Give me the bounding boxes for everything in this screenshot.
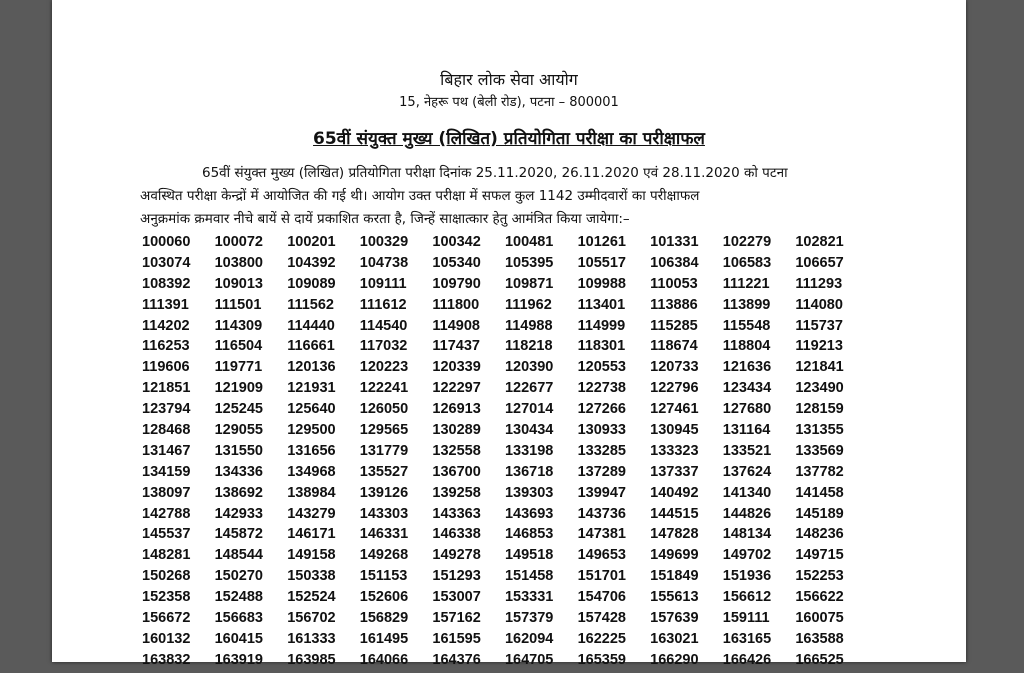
roll-number: 149653: [577, 547, 626, 564]
roll-number: 139303: [504, 484, 554, 501]
roll-number: 128159: [795, 401, 844, 418]
roll-number: 131355: [795, 422, 844, 439]
roll-number: 155613: [650, 589, 699, 606]
roll-number: 116504: [214, 338, 263, 355]
roll-number: 109111: [359, 275, 407, 292]
roll-number: 134968: [287, 463, 336, 480]
roll-number: 119213: [795, 338, 843, 355]
roll-number: 166426: [722, 651, 772, 668]
roll-number: 136700: [432, 463, 481, 480]
roll-number: 127680: [722, 401, 772, 418]
roll-number: 148134: [722, 526, 772, 543]
roll-number: 106384: [650, 254, 699, 271]
roll-number: 120339: [432, 359, 481, 376]
roll-number: 141340: [722, 484, 772, 501]
roll-number: 121931: [287, 380, 336, 397]
roll-number: 137337: [650, 463, 699, 480]
roll-number: 147828: [650, 526, 699, 543]
roll-number: 115548: [722, 317, 771, 334]
roll-number: 120136: [287, 359, 336, 376]
roll-number: 118674: [650, 338, 698, 355]
roll-number: 100342: [432, 234, 481, 250]
roll-number: 149158: [287, 547, 336, 564]
roll-number: 122738: [577, 380, 626, 397]
roll-number: 149278: [432, 547, 481, 564]
roll-number: 145189: [795, 505, 844, 522]
roll-number: 148236: [795, 526, 844, 543]
roll-number: 114309: [214, 317, 263, 334]
roll-number: 140492: [650, 484, 699, 501]
roll-number: 105395: [504, 254, 554, 271]
roll-number: 110053: [650, 275, 698, 292]
roll-number: 163919: [214, 651, 263, 668]
roll-number: 144826: [722, 505, 772, 522]
roll-number: 150338: [287, 568, 336, 585]
roll-number: 159111: [722, 610, 770, 627]
roll-number: 156683: [214, 610, 263, 627]
roll-number: 114440: [287, 317, 335, 334]
roll-number: 120390: [504, 359, 554, 376]
roll-number: 131467: [142, 442, 191, 459]
roll-number: 115285: [650, 317, 698, 334]
roll-number: 163588: [795, 630, 844, 647]
intro-line-3: अनुक्रमांक क्रमवार नीचे बायें से दायें प्रकाशित करता है, जिन्हें साक्षात्कार हेतु आमंत्रित किया जायेगा:–: [140, 211, 630, 227]
roll-number: 138692: [214, 484, 263, 501]
roll-number: 121841: [795, 359, 844, 376]
roll-number: 109988: [577, 275, 626, 292]
roll-number: 144515: [650, 505, 699, 522]
roll-number: 149518: [504, 547, 554, 564]
roll-number: 152358: [142, 589, 191, 606]
roll-number: 141458: [795, 484, 844, 501]
roll-number: 114999: [577, 317, 626, 334]
roll-number: 149699: [650, 547, 699, 564]
roll-number: 111293: [795, 275, 843, 292]
roll-number: 114540: [359, 317, 408, 334]
roll-number: 116661: [287, 338, 335, 355]
roll-number: 100201: [287, 234, 336, 250]
roll-number: 131656: [287, 442, 336, 459]
roll-number: 129055: [214, 422, 263, 439]
roll-number: 113401: [577, 296, 626, 313]
roll-number: 132558: [432, 442, 481, 459]
roll-number: 118804: [722, 338, 771, 355]
intro-line-1: 65वीं संयुक्त मुख्य (लिखित) प्रतियोगिता परीक्षा दिनांक 25.11.2020, 26.11.2020 एवं 28.11.2020 को पटना: [202, 165, 788, 181]
organization-address: 15, नेहरू पथ (बेली रोड), पटना – 800001: [399, 95, 619, 110]
roll-number: 142788: [142, 505, 191, 522]
roll-number: 151849: [650, 568, 699, 585]
roll-number: 138984: [287, 484, 336, 501]
roll-number: 139947: [577, 484, 626, 501]
roll-number: 151701: [577, 568, 626, 585]
roll-number: 130434: [504, 422, 554, 439]
roll-number: 148281: [142, 547, 191, 564]
roll-number: 101261: [577, 234, 626, 250]
roll-number: 130289: [432, 422, 481, 439]
roll-number: 146338: [432, 526, 481, 543]
roll-number: 153007: [432, 589, 481, 606]
roll-number: 149268: [359, 547, 409, 564]
roll-number: 149715: [795, 547, 844, 564]
roll-number: 122796: [650, 380, 699, 397]
roll-number: 143736: [577, 505, 626, 522]
roll-number: 157379: [504, 610, 554, 627]
roll-number: 102279: [722, 234, 772, 250]
roll-number: 148544: [214, 547, 263, 564]
roll-number: 161595: [432, 630, 481, 647]
roll-number: 100329: [359, 234, 409, 250]
roll-number: 161495: [359, 630, 409, 647]
roll-number: 133521: [722, 442, 772, 459]
roll-number: 156829: [359, 610, 409, 627]
roll-number: 129565: [359, 422, 409, 439]
roll-number: 143303: [359, 505, 409, 522]
roll-number: 121909: [214, 380, 263, 397]
roll-number: 152488: [214, 589, 263, 606]
roll-number: 151936: [722, 568, 772, 585]
roll-number: 111612: [359, 296, 407, 313]
roll-number: 165359: [577, 651, 626, 668]
roll-number: 109871: [504, 275, 554, 292]
roll-number: 160132: [142, 630, 191, 647]
roll-number: 162094: [504, 630, 554, 647]
roll-number: 114080: [795, 296, 843, 313]
roll-number: 121636: [722, 359, 772, 376]
roll-number: 119606: [142, 359, 190, 376]
roll-number: 143363: [432, 505, 481, 522]
result-title-text: 65वीं संयुक्त मुख्य (लिखित) प्रतियोगिता परीक्षा का परीक्षाफल: [313, 129, 705, 149]
roll-number: 151293: [432, 568, 481, 585]
roll-number: 130933: [577, 422, 626, 439]
roll-number: 150268: [142, 568, 191, 585]
roll-number: 126913: [432, 401, 481, 418]
roll-number: 150270: [214, 568, 263, 585]
roll-number: 156702: [287, 610, 336, 627]
roll-number: 125245: [214, 401, 263, 418]
roll-number: 146853: [504, 526, 554, 543]
roll-number: 103074: [142, 254, 191, 271]
roll-number: 137289: [577, 463, 626, 480]
roll-number: 115737: [795, 317, 843, 334]
roll-number: 117032: [359, 338, 408, 355]
roll-number: 131164: [722, 422, 771, 439]
roll-number: 154706: [577, 589, 626, 606]
roll-number: 113899: [722, 296, 771, 313]
roll-number: 123490: [795, 380, 844, 397]
roll-number: 126050: [359, 401, 409, 418]
roll-number: 160415: [214, 630, 263, 647]
roll-number: 156672: [142, 610, 191, 627]
roll-number: 133198: [504, 442, 554, 459]
roll-number: 116253: [142, 338, 190, 355]
roll-number: 137624: [722, 463, 772, 480]
roll-number: 146331: [359, 526, 409, 543]
roll-number: 105517: [577, 254, 626, 271]
roll-number: 120733: [650, 359, 699, 376]
roll-number: 114988: [504, 317, 553, 334]
result-page: [52, 0, 966, 668]
roll-number: 157428: [577, 610, 626, 627]
roll-number: 117437: [432, 338, 480, 355]
roll-number: 104392: [287, 254, 336, 271]
roll-number: 163985: [287, 651, 336, 668]
roll-number: 133323: [650, 442, 699, 459]
roll-number: 153331: [504, 589, 554, 606]
roll-number: 152606: [359, 589, 409, 606]
roll-number: 100072: [214, 234, 263, 250]
roll-number: 156622: [795, 589, 844, 606]
roll-number: 162225: [577, 630, 626, 647]
roll-number: 111562: [287, 296, 334, 313]
roll-number: 111391: [142, 296, 189, 313]
roll-number: 163165: [722, 630, 772, 647]
roll-number: 131550: [214, 442, 263, 459]
roll-number: 106657: [795, 254, 844, 271]
roll-number: 127014: [504, 401, 554, 418]
roll-number: 152253: [795, 568, 844, 585]
roll-number: 133285: [577, 442, 626, 459]
roll-number: 139258: [432, 484, 481, 501]
roll-number: 163832: [142, 651, 191, 668]
roll-number: 123794: [142, 401, 191, 418]
roll-number: 106583: [722, 254, 772, 271]
roll-number: 149702: [722, 547, 772, 564]
roll-number: 138097: [142, 484, 191, 501]
roll-number: 156612: [722, 589, 772, 606]
roll-number: 147381: [577, 526, 626, 543]
roll-number: 137782: [795, 463, 844, 480]
roll-number: 111221: [722, 275, 770, 292]
roll-number: 111962: [504, 296, 552, 313]
roll-number: 111800: [432, 296, 480, 313]
roll-number: 166290: [650, 651, 699, 668]
roll-number: 127266: [577, 401, 626, 418]
roll-number: 143279: [287, 505, 336, 522]
roll-number: 102821: [795, 234, 844, 250]
roll-number: 122677: [504, 380, 554, 397]
roll-number: 129500: [287, 422, 336, 439]
roll-number: 164705: [504, 651, 554, 668]
roll-number: 100481: [504, 234, 554, 250]
roll-number: 145872: [214, 526, 263, 543]
roll-number: 111501: [214, 296, 262, 313]
roll-number: 114202: [142, 317, 190, 334]
organization-name: बिहार लोक सेवा आयोग: [440, 70, 578, 89]
roll-number: 104738: [359, 254, 409, 271]
roll-number: 142933: [214, 505, 263, 522]
roll-number: 103800: [214, 254, 263, 271]
roll-number: 122241: [359, 380, 409, 397]
roll-number: 109089: [287, 275, 336, 292]
roll-number: 120223: [359, 359, 409, 376]
roll-number: 151458: [504, 568, 554, 585]
roll-number: 161333: [287, 630, 336, 647]
roll-number: 139126: [359, 484, 409, 501]
roll-number: 166525: [795, 651, 844, 668]
roll-number: 136718: [504, 463, 554, 480]
intro-paragraph: [140, 162, 856, 231]
roll-number: 157162: [432, 610, 481, 627]
roll-number: 122297: [432, 380, 481, 397]
roll-number: 125640: [287, 401, 336, 418]
roll-number: 131779: [359, 442, 409, 459]
roll-number: 146171: [287, 526, 336, 543]
result-title: [52, 126, 966, 149]
roll-number: 121851: [142, 380, 191, 397]
roll-number: 151153: [359, 568, 408, 585]
roll-number: 143693: [504, 505, 554, 522]
roll-number: 109790: [432, 275, 481, 292]
roll-number: 130945: [650, 422, 699, 439]
roll-number: 100060: [142, 234, 191, 250]
roll-number: 123434: [722, 380, 772, 397]
roll-number: 135527: [359, 463, 409, 480]
roll-number: 163021: [650, 630, 699, 647]
intro-line-2: अवस्थित परीक्षा केन्द्रों में आयोजित की गई थी। आयोग उक्त परीक्षा में सफल कुल 1142 उम्मीदवारों का परीक्षाफल: [140, 188, 700, 204]
roll-number-grid: [142, 234, 868, 673]
roll-number: 118301: [577, 338, 626, 355]
roll-number: 152524: [287, 589, 336, 606]
roll-number: 109013: [214, 275, 263, 292]
roll-number: 108392: [142, 275, 191, 292]
roll-number: 145537: [142, 526, 191, 543]
roll-number: 134336: [214, 463, 263, 480]
roll-number: 113886: [650, 296, 698, 313]
roll-number: 127461: [650, 401, 699, 418]
roll-number: 164376: [432, 651, 481, 668]
roll-number: 157639: [650, 610, 699, 627]
roll-number: 118218: [504, 338, 553, 355]
roll-number: 101331: [650, 234, 699, 250]
roll-number: 134159: [142, 463, 191, 480]
roll-number: 105340: [432, 254, 481, 271]
roll-number: 133569: [795, 442, 844, 459]
roll-number: 164066: [359, 651, 409, 668]
roll-number: 128468: [142, 422, 191, 439]
roll-number: 119771: [214, 359, 263, 376]
roll-number: 160075: [795, 610, 844, 627]
roll-number: 114908: [432, 317, 480, 334]
roll-number: 120553: [577, 359, 626, 376]
